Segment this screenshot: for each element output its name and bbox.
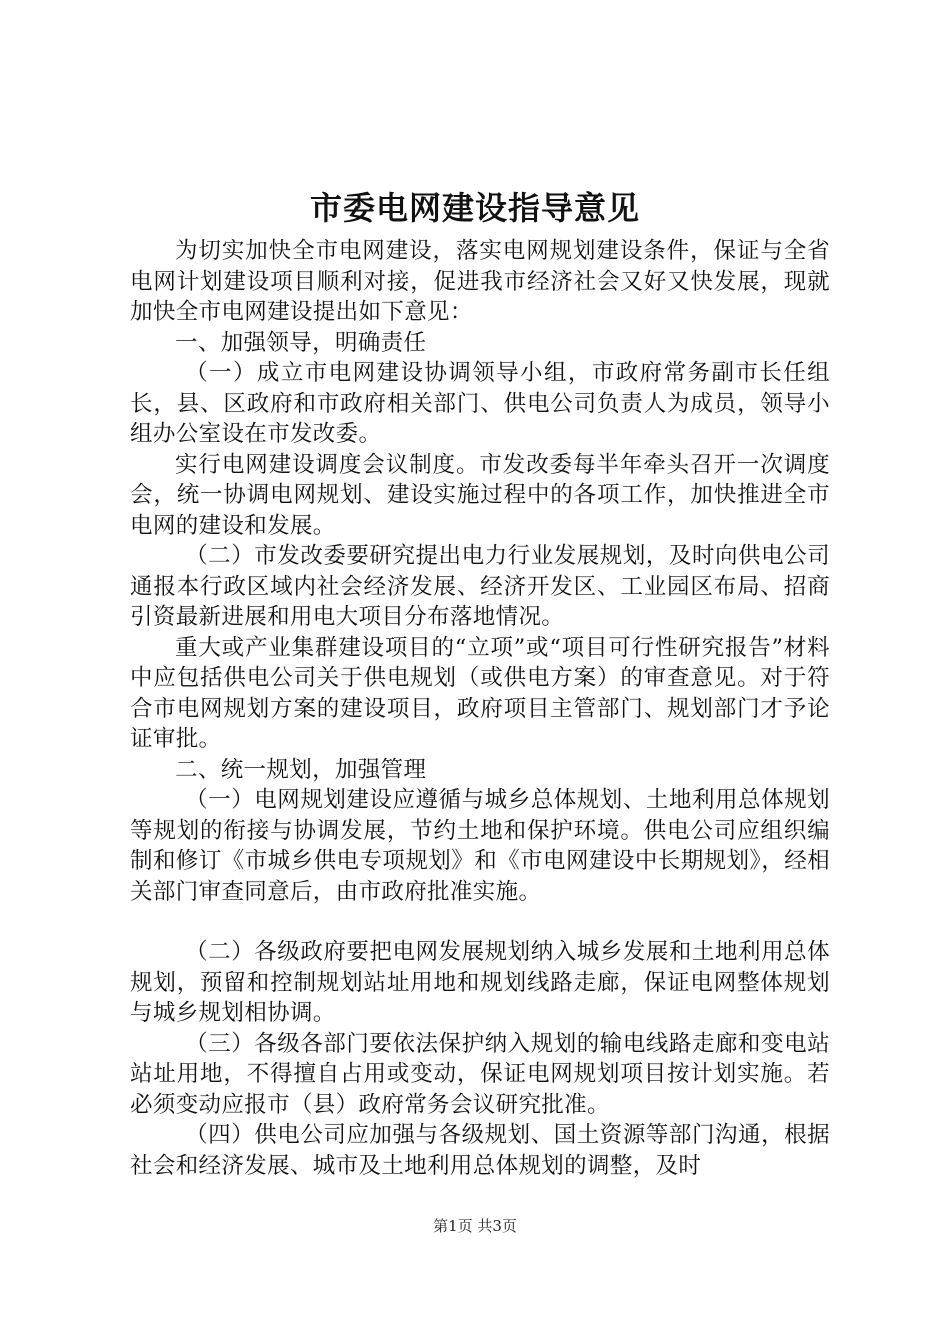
document-title: 市委电网建设指导意见	[309, 189, 640, 227]
section-2-item-3: （三）各级各部门要依法保护纳入规划的输电线路走廊和变电站站址用地，不得擅自占用或变动，保证电网规划项目按计划实施。若必须变动应报市（县）政府常务会议研究批准。	[130, 1030, 830, 1118]
section-2-item-1: （一）电网规划建设应遵循与城乡总体规划、土地利用总体规划等规划的衔接与协调发展，节约土地和保护环境。供电公司应组织编制和修订《市城乡供电专项规划》和《市电网建设中长期规划》，经相关部门审查同意后，由市政府批准实施。	[130, 787, 830, 905]
section-1-item-2: （二）市发改委要研究提出电力行业发展规划，及时向供电公司通报本行政区域内社会经济发展、经济开发区、工业园区布局、招商引资最新进展和用电大项目分布落地情况。	[130, 543, 830, 630]
page-number-footer: 第1页 共3页	[433, 1217, 517, 1235]
document-body	[130, 236, 830, 1181]
section-heading-1: 一、加强领导，明确责任	[175, 329, 427, 356]
section-heading-2: 二、统一规划，加强管理	[175, 756, 427, 783]
section-1-paragraph-review: 重大或产业集群建设项目的“立项”或“项目可行性研究报告”材料中应包括供电公司关于供电规划（或供电方案）的审查意见。对于符合市电网规划方案的建设项目，政府项目主管部门、规划部门才予论证审批。	[130, 634, 830, 752]
section-1-paragraph-dispatch: 实行电网建设调度会议制度。市发改委每半年牵头召开一次调度会，统一协调电网规划、建设实施过程中的各项工作，加快推进全市电网的建设和发展。	[130, 451, 830, 539]
section-1-item-1: （一）成立市电网建设协调领导小组，市政府常务副市长任组长，县、区政府和市政府相关部门、供电公司负责人为成员，领导小组办公室设在市发改委。	[130, 360, 830, 447]
section-2-item-2: （二）各级政府要把电网发展规划纳入城乡发展和土地利用总体规划，预留和控制规划站址用地和规划线路走廊，保证电网整体规划与城乡规划相协调。	[130, 939, 830, 1026]
section-2-item-4: （四）供电公司应加强与各级规划、国土资源等部门沟通，根据社会和经济发展、城市及土地利用总体规划的调整，及时	[130, 1122, 830, 1179]
intro-paragraph: 为切实加快全市电网建设，落实电网规划建设条件，保证与全省电网计划建设项目顺利对接，促进我市经济社会又好又快发展，现就加快全市电网建设提出如下意见：	[130, 238, 830, 325]
